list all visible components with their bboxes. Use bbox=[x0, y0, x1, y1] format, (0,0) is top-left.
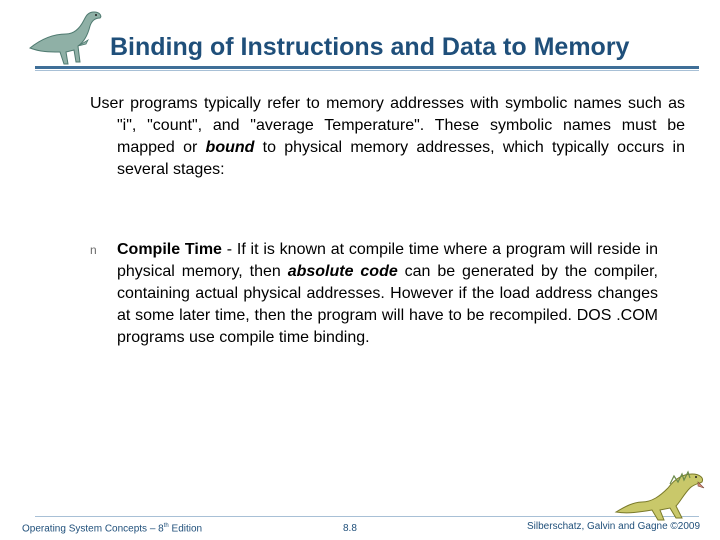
footer-page-number: 8.8 bbox=[343, 523, 357, 534]
bullet-item bbox=[90, 239, 658, 349]
footer-book-after: Edition bbox=[168, 523, 203, 535]
dinosaur-icon bbox=[612, 462, 712, 522]
dinosaur-icon bbox=[22, 4, 114, 70]
footer-book-sup: th bbox=[163, 523, 169, 529]
title-divider bbox=[35, 66, 699, 69]
bullet-text bbox=[117, 239, 658, 349]
intro-text-after: to physical memory addresses, which typically occurs in several stages: bbox=[117, 139, 685, 178]
bullet-emphasis: absolute code bbox=[287, 263, 398, 280]
intro-paragraph bbox=[90, 93, 685, 181]
footer-book-before: Operating System Concepts – 8 bbox=[22, 523, 164, 535]
bullet-text-a: - If it is known at compile time where a program will reside in physical memory, then bbox=[117, 241, 659, 280]
bullet-text-b: can be generated by the compiler, containing actual physical addresses. However if the load address changes at some later time, then the program will have to be recompiled. DOS .COM programs use compile time binding. bbox=[117, 263, 658, 346]
bullet-marker: n bbox=[90, 243, 97, 257]
footer-divider bbox=[35, 516, 699, 517]
page-title: Binding of Instructions and Data to Memory bbox=[110, 33, 630, 61]
bullet-term: Compile Time bbox=[117, 241, 222, 258]
intro-emphasis: bound bbox=[205, 139, 255, 156]
intro-text-before: User programs typically refer to memory addresses with symbolic names such as "i", "count", and "average Temperature". These symbolic names must be mapped or bbox=[90, 95, 685, 156]
footer-authors: Silberschatz, Galvin and Gagne ©2009 bbox=[527, 521, 701, 532]
footer-book-title bbox=[22, 523, 202, 534]
title-divider-thin bbox=[35, 70, 699, 71]
